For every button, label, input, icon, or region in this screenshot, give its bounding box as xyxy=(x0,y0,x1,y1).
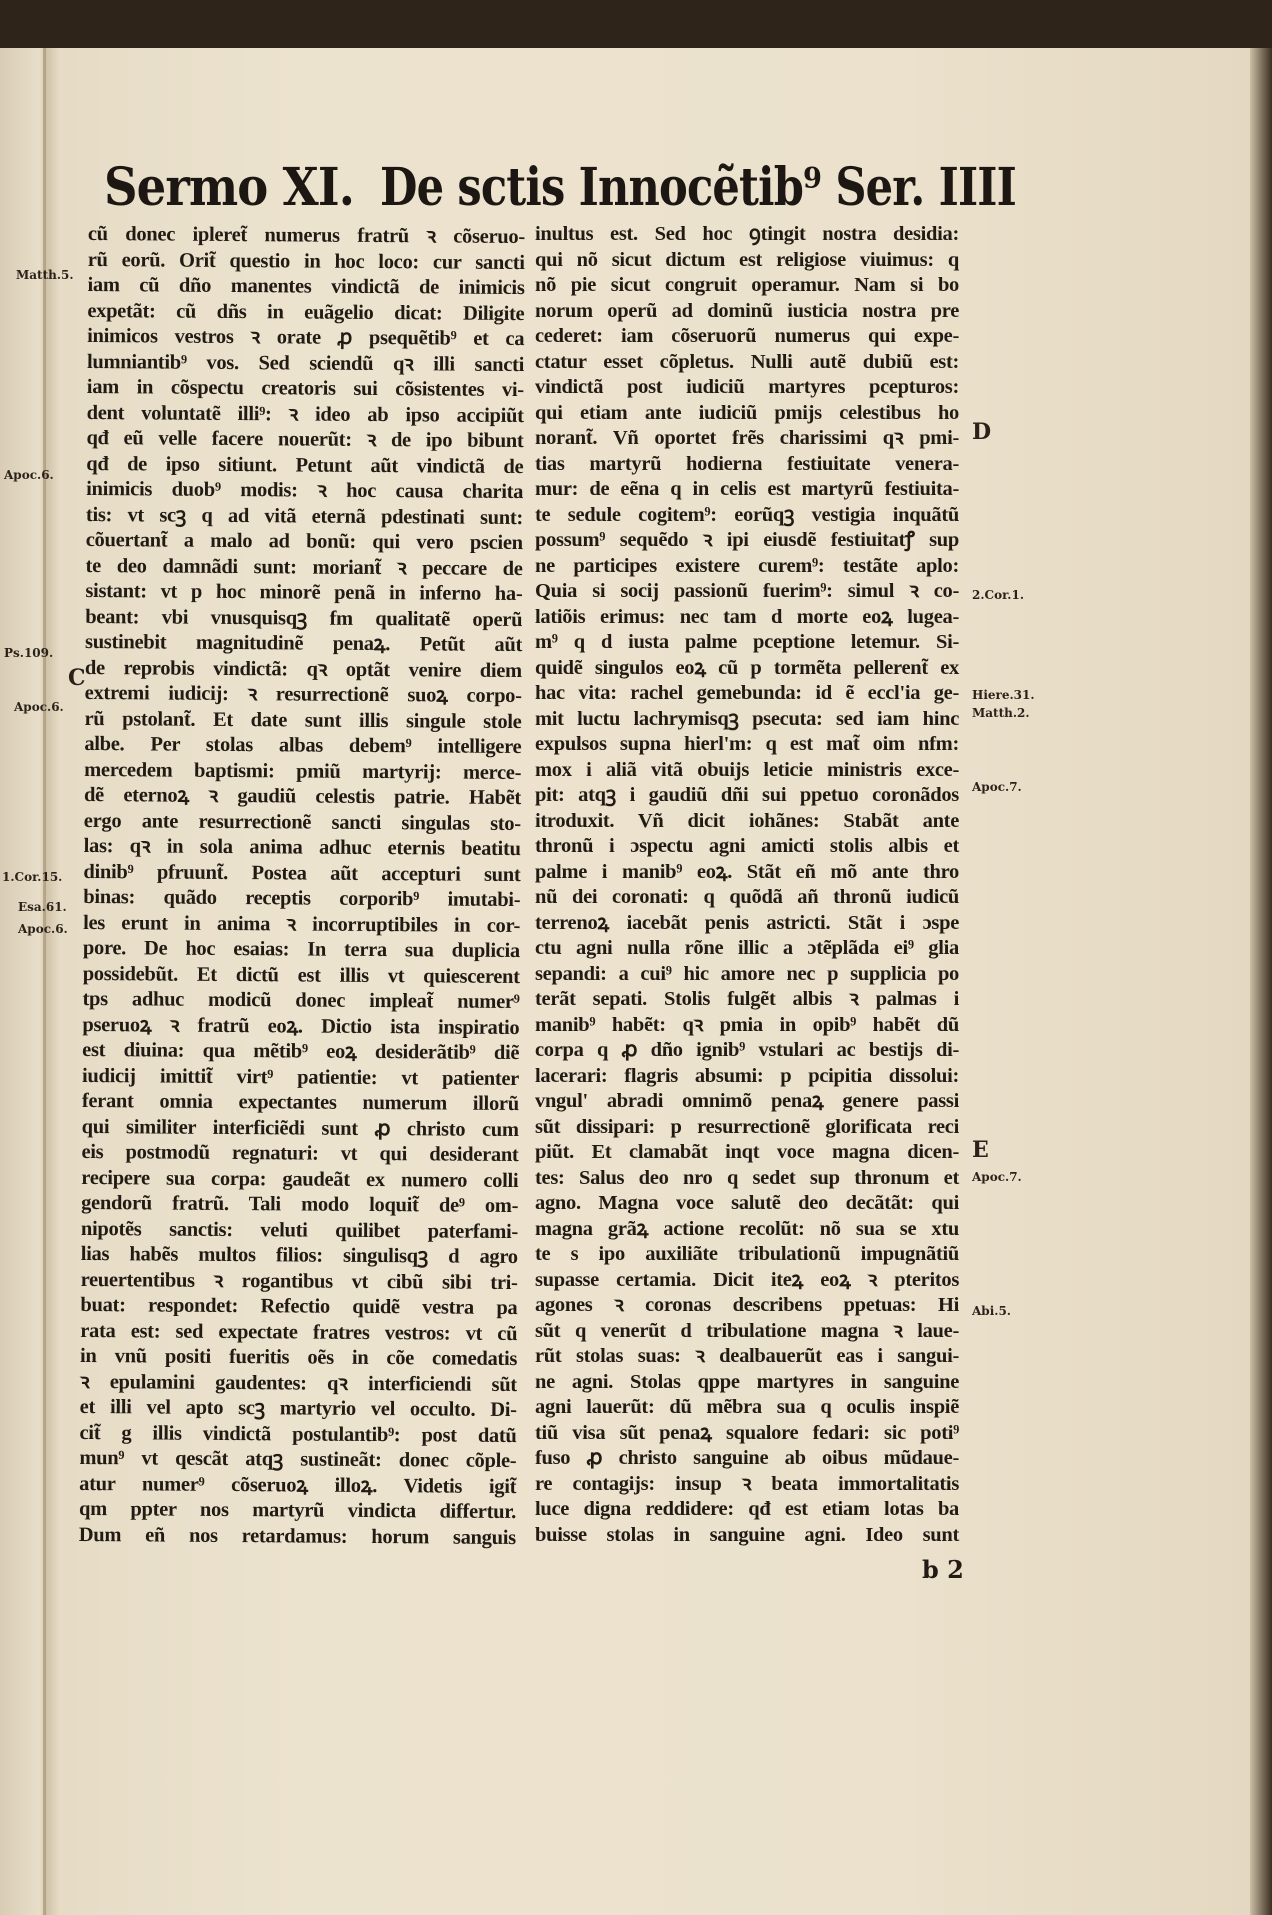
page-edge-shadow xyxy=(1250,48,1272,1915)
text-line: in vnũ positi fueritis oẽs in cõe comedatis xyxy=(80,1344,518,1371)
text-line: expetãt: cũ dñs in euãgelio dicat: Diligite xyxy=(87,299,525,325)
text-line: qui nõ sicut dictum est religiose viuimus: q xyxy=(535,248,959,271)
text-line: terãt sepati. Stolis fulgẽt albis ꝛ palmas i xyxy=(535,988,959,1010)
text-line: ergo ante resurrectionẽ sancti singulas sto- xyxy=(83,809,521,835)
text-line: mercedem baptismi: pmiũ martyrij: merce- xyxy=(84,758,522,784)
text-line: inultus est. Sed hoc ꝯtingit nostra desidia: xyxy=(535,223,959,245)
text-line: vngul' abradi omnimõ penaꝝ genere passi xyxy=(535,1090,959,1112)
text-line: norant̃. Vñ oportet frẽs charissimi qꝛ pmi- xyxy=(535,427,959,449)
margin-note: Apoc.6. xyxy=(18,922,68,936)
text-line: nipotẽs sanctis: veluti quilibet paterfami- xyxy=(80,1217,519,1243)
text-line: latiõis erimus: nec tam d morte eoꝝ lugea- xyxy=(535,605,959,628)
running-head-title: De sctis Innocẽtib⁹ Ser. IIII xyxy=(380,157,1016,218)
text-line: supasse certamia. Dicit iteꝝ eoꝝ ꝛ pteritos xyxy=(535,1268,959,1291)
text-line: te sedule cogitem⁹: eorũqꝫ vestigia inquãtũ xyxy=(535,503,959,526)
text-line: Dum eñ nos retardamus: horum sanguis xyxy=(78,1523,516,1549)
text-line: luce digna reddidere: qđ est etiam lotas ba xyxy=(535,1498,959,1520)
text-line: mox i aliã vitã obuijs leticie ministris exce- xyxy=(535,758,959,781)
text-line: vindictã post iudiciũ martyres pcepturos: xyxy=(535,376,959,398)
text-line: ctatur esset cõpletus. Nulli autẽ dubiũ est: xyxy=(535,350,959,373)
text-line: norum operũ ad dominũ iusticia nostra pre xyxy=(535,299,959,322)
margin-note: Ps.109. xyxy=(4,646,54,660)
text-line: nũ dei coronati: q quõdã añ thronũ iudicũ xyxy=(535,886,959,908)
text-line: lias habẽs multos filios: singulisqꝫ d agro xyxy=(80,1242,518,1269)
text-line: eis postmodũ regnaturi: vt qui desiderant xyxy=(81,1140,519,1167)
text-line: rũ pstolant̃. Et date sunt illis singule stole xyxy=(84,707,522,733)
margin-note: Matth.2. xyxy=(972,706,1030,720)
text-line: buisse stolas in sanguine agni. Ideo sunt xyxy=(535,1523,959,1546)
text-line: cũ donec ipleret̃ numerus fratrũ ꝛ cõseruo- xyxy=(87,222,525,249)
text-line: ctu agni nulla rõne illic a ɔtẽplãda ei⁹ glia xyxy=(535,937,959,959)
text-line: atur numer⁹ cõseruoꝝ illoꝝ. Videtis igit̃ xyxy=(79,1472,517,1498)
text-line: agones ꝛ coronas describens ppetuas: Hi xyxy=(535,1294,959,1316)
running-head-sermon: Sermo XI. xyxy=(104,157,354,218)
section-marker: D xyxy=(972,419,992,445)
text-line: m⁹ q d iusta palme pceptione letemur. Si- xyxy=(535,631,959,653)
text-line: sistant: vt p hoc minorẽ penã in inferno ha- xyxy=(85,579,523,606)
text-line: agni lauerũt: dũ mẽbra sua q oculis inspiẽ xyxy=(535,1396,959,1418)
text-line: cederet: iam cõseruorũ numerus qui expe- xyxy=(535,325,959,347)
text-line: dent voluntatẽ illi⁹: ꝛ ideo ab ipso accipiũt xyxy=(86,401,524,427)
text-line: pseruoꝝ ꝛ fratrũ eoꝝ. Dictio ista inspiratio xyxy=(82,1013,520,1039)
text-line: les erunt in anima ꝛ incorruptibiles in cor- xyxy=(83,911,521,937)
margin-note: Abi.5. xyxy=(972,1304,1011,1318)
text-line: agno. Magna voce salutẽ deo decãtãt: qui xyxy=(535,1192,959,1214)
text-line: beant: vbi vnusquisqꝫ fm qualitatẽ operũ xyxy=(85,605,523,631)
text-line: cit̃ g illis vindictã postulantib⁹: post datũ xyxy=(79,1421,517,1447)
text-line: re contagijs: insup ꝛ beata immortalitatis xyxy=(535,1472,959,1495)
margin-note: Hiere.31. xyxy=(972,688,1035,702)
text-line: ꝛ epulamini gaudentes: qꝛ interficiendi sũt xyxy=(79,1370,517,1396)
margin-note: Apoc.7. xyxy=(972,1170,1022,1184)
text-line: sũt dissipari: p resurrectionẽ glorificata reci xyxy=(535,1115,959,1138)
text-line: dẽ eternoꝝ ꝛ gaudiũ celestis patrie. Habẽt xyxy=(83,783,522,810)
text-line: qđ de ipso sitiunt. Petunt aũt vindictã de xyxy=(86,452,524,478)
margin-note: 2.Cor.1. xyxy=(972,588,1025,602)
text-line: fuso ꝓ christo sanguine ab oibus mũdaue- xyxy=(535,1447,959,1469)
section-marker: C xyxy=(68,665,86,691)
text-line: ne participes existere curem⁹: testãte aplo: xyxy=(535,554,959,577)
text-line: piũt. Et clamabãt inqt voce magna dicen- xyxy=(535,1141,959,1163)
text-line: lacerari: flagris absumi: p pcipitia dissolui: xyxy=(535,1064,959,1087)
margin-note: 1.Cor.15. xyxy=(2,870,63,884)
text-line: pit: atqꝫ i gaudiũ dñi sui ppetuo coronãdos xyxy=(535,784,959,806)
text-line: qm ppter nos martyrũ vindicta differtur. xyxy=(78,1497,517,1524)
margin-note: Apoc.7. xyxy=(972,780,1022,794)
margin-note: Apoc.6. xyxy=(4,468,54,482)
text-line: manib⁹ habẽt: qꝛ pmia in opib⁹ habẽt dũ xyxy=(535,1013,959,1036)
text-line: tiũ visa sũt penaꝝ squalore fedari: sic poti⁹ xyxy=(535,1421,959,1444)
text-line: ferant omnia expectantes numerum illorũ xyxy=(81,1089,519,1116)
text-line: magna grãꝝ actione recolũt: nõ sua se xtu xyxy=(535,1217,959,1240)
text-line: rũt stolas suas: ꝛ dealbauerũt eas i sangui- xyxy=(535,1345,959,1367)
text-line: gendorũ fratrũ. Tali modo loquit̃ de⁹ om- xyxy=(81,1191,519,1218)
text-line: corpa q ꝓ dño ignib⁹ vstulari ac bestijs di- xyxy=(535,1039,959,1061)
text-line: possidebũt. Et dictũ est illis vt quiescerent xyxy=(82,962,520,988)
margin-note: Esa.61. xyxy=(18,900,67,914)
text-line: Quia si socij passionũ fuerim⁹: simul ꝛ co- xyxy=(535,580,959,602)
text-line: cõuertant̃ a malo ad bonũ: qui vero pscien xyxy=(85,528,523,555)
text-line: iudicij imittit̃ virt⁹ patientie: vt patienter xyxy=(81,1064,520,1090)
text-line: hac vita: rachel gemebunda: id ẽ eccl'ia ge- xyxy=(535,682,959,704)
page-gutter-fold xyxy=(43,48,46,1915)
text-line: de reprobis vindictã: qꝛ optãt venire diem xyxy=(84,656,522,682)
margin-note: Matth.5. xyxy=(16,268,74,282)
text-line: iam in cõspectu creatoris sui cõsistentes vi- xyxy=(86,375,524,402)
text-line: ne agni. Stolas qppe martyres in sanguine xyxy=(535,1370,959,1393)
text-line: inimicos vestros ꝛ orate ꝓ psequẽtib⁹ et ca xyxy=(87,324,525,351)
text-line: mit luctu lachrymisqꝫ psecuta: sed iam hinc xyxy=(535,707,959,730)
margin-note: Apoc.6. xyxy=(14,700,64,714)
text-line: qđ eũ velle facere nouerũt: ꝛ de ipo bibunt xyxy=(86,426,524,453)
text-line: sepandi: a cui⁹ hic amore nec p supplicia po xyxy=(535,962,959,985)
text-line: dinib⁹ pfruunt̃. Postea aũt accepturi sunt xyxy=(83,860,521,886)
text-column-left xyxy=(79,222,525,1551)
text-line: inimicis duob⁹ modis: ꝛ hoc causa charita xyxy=(86,477,524,504)
text-line: te deo damnãdi sunt: moriant̃ ꝛ peccare de xyxy=(85,554,523,580)
text-line: thronũ i ɔspectu agni amicti stolis albis et xyxy=(535,835,959,857)
text-line: reuertentibus ꝛ rogantibus vt cibũ sibi tri- xyxy=(80,1268,518,1294)
section-marker: E xyxy=(972,1137,989,1163)
text-line: recipere sua corpa: gaudeãt ex numero colli xyxy=(81,1166,519,1192)
text-line: mur: de eẽna q in celis est martyrũ festiuita- xyxy=(535,478,959,500)
text-line: qui etiam ante iudiciũ pmijs celestibus ho xyxy=(535,401,959,424)
text-line: nõ pie sicut congruit operamur. Nam si bo xyxy=(535,274,959,296)
text-line: te s ipo auxiliãte tribulationũ impugnãtiũ xyxy=(535,1243,959,1265)
text-line: sũt q venerũt d tribulatione magna ꝛ laue- xyxy=(535,1319,959,1342)
text-line: pore. De hoc esaias: In terra sua duplicia xyxy=(82,936,520,963)
text-line: rata est: sed expectate fratres vestros: vt cũ xyxy=(80,1319,518,1345)
text-line: albe. Per stolas albas debem⁹ intelligere xyxy=(84,732,522,759)
text-line: mun⁹ vt qescãt atqꝫ sustineãt: donec cõple- xyxy=(79,1446,517,1473)
text-column-right xyxy=(535,222,959,1548)
signature-mark: b 2 xyxy=(922,1555,964,1584)
text-line: tps adhuc modicũ donec impleat̃ numer⁹ xyxy=(82,987,520,1014)
text-line: buat: respondet: Refectio quidẽ vestra pa xyxy=(80,1293,518,1320)
text-line: binas: quãdo receptis corporib⁹ imutabi- xyxy=(83,885,521,912)
text-line: terrenoꝝ iacebãt penis astricti. Stãt i ɔspe xyxy=(535,911,959,934)
text-line: las: qꝛ in sola anima adhuc eternis beatitu xyxy=(83,834,521,861)
text-line: tis: vt scꝫ q ad vitã eternã pdestinati sunt: xyxy=(85,503,524,529)
text-line: itroduxit. Vñ dicit iohãnes: Stabãt ante xyxy=(535,809,959,832)
text-line: iam cũ dño manentes vindictã de inimicis xyxy=(87,273,525,300)
text-line: et illi vel apto scꝫ martyrio vel occulto. Di- xyxy=(79,1395,517,1422)
text-line: tes: Salus deo nro q sedet sup thronum et xyxy=(535,1166,959,1189)
text-line: sustinebit magnitudinẽ penaꝝ. Petũt aũt xyxy=(84,630,523,657)
text-line: palme i manib⁹ eoꝝ. Stãt eñ mõ ante thro xyxy=(535,860,959,883)
text-line: rũ eorũ. Orit̃ questio in hoc loco: cur sancti xyxy=(87,248,525,274)
text-line: est diuina: qua mẽtib⁹ eoꝝ desiderãtib⁹ diẽ xyxy=(82,1038,520,1065)
text-line: tias martyrũ hodierna festiuitate venera- xyxy=(535,452,959,475)
text-line: extremi iudicij: ꝛ resurrectionẽ suoꝝ corpo- xyxy=(84,681,522,708)
text-line: expulsos supna hierl'm: q est mat̃ oim nfm: xyxy=(535,733,959,755)
text-line: quidẽ singulos eoꝝ cũ p tormẽta pellerent̃ ex xyxy=(535,656,959,679)
text-line: possum⁹ sequẽdo ꝛ ipi eiusdẽ festiuitatꝭ sup xyxy=(535,529,959,551)
text-line: qui similiter interficiẽdi sunt ꝓ christo cum xyxy=(81,1115,519,1141)
text-line: lumniantib⁹ vos. Sed sciendũ qꝛ illi sancti xyxy=(86,350,525,376)
